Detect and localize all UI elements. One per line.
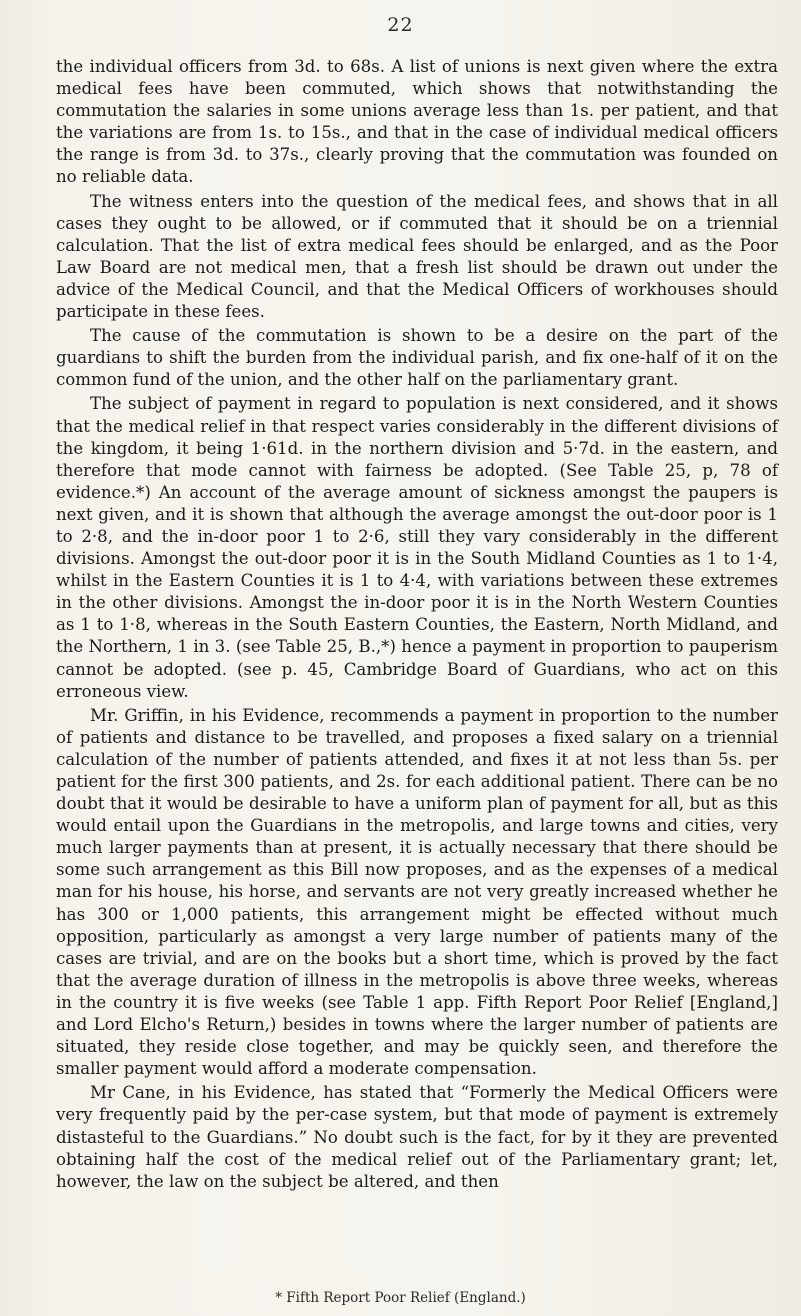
paragraph-cane-evidence: Mr Cane, in his Evidence, has stated that “Formerly the Medical Officers were very frequently paid by the per-case system, but that mode of payment is extremely distasteful to the Guardians.” No doubt such is the fact, for by it they are prevented obtaining half the cost of the medical relief out of the Parliamentary grant; let, however, the law on the subject be altered, and then [56, 1083, 778, 1191]
paragraph-griffin-evidence: Mr. Griffin, in his Evidence, recommends a payment in proportion to the number of patients and distance to be travelled, and proposes a fixed salary on a triennial calculation of the number of patients attended, and fixes it at not less than 5s. per patient for the first 300 patients, and 2s. for each additional patient. There can be no doubt that it would be desirable to have a uniform plan of payment for all, but as this would entail upon the Guardians in the metropolis, and large towns and cities, very much larger payments than at present, it is actually necessary that there should be some such arrangement as this Bill now proposes, and as the expenses of a medical man for his house, his horse, and servants are not very greatly increased whether he has 300 or 1,000 patients, this arrangement might be effected without much opposition, particularly as amongst a very large number of patients many of the cases are trivial, and are on the books but a short time, which is proved by the fact that the average duration of illness in the metropolis is above three weeks, whereas in the country it is five weeks (see Table 1 app. Fifth Report Poor Relief [England,] and Lord Elcho's Return,) besides in towns where the larger number of patients are situated, they reside close together, and may be quickly seen, and therefore the smaller payment would afford a moderate compensation. [56, 705, 778, 1079]
body-text [56, 56, 778, 1195]
paragraph-commutation-cause: The cause of the commutation is shown to be a desire on the part of the guardians to shift the burden from the individual parish, and fix one-half of it on the common fund of the union, and the other half on the parliamentary grant. [56, 326, 778, 390]
paragraph-population-payment: The subject of payment in regard to population is next considered, and it shows that the medical relief in that respect varies considerably in the different divisions of the kingdom, it being 1·61d. in the northern division and 5·7d. in the eastern, and therefore that mode cannot with fairness be adopted. (See Table 25, p, 78 of evidence.*) An account of the average amount of sickness amongst the paupers is next given, and it is shown that although the average amongst the out-door poor is 1 to 2·8, and the in-door poor 1 to 2·6, still they vary considerably in the different divisions. Amongst the out-door poor it is in the South Midland Counties as 1 to 1·4, whilst in the Eastern Counties it is 1 to 4·4, with variations between these extremes in the other divisions. Amongst the in-door poor it is in the North Western Counties as 1 to 1·8, whereas in the South Eastern Counties, the Eastern, North Midland, and the Northern, 1 in 3. (see Table 25, B.,*) hence a payment in proportion to pauperism cannot be adopted. (see p. 45, Cambridge Board of Guardians, who act on this erroneous view. [56, 394, 778, 701]
page-number: 22 [387, 14, 414, 36]
footnote: * Fifth Report Poor Relief (England.) [275, 1290, 526, 1306]
paragraph-continuation: the individual officers from 3d. to 68s. A list of unions is next given where the extra medical fees have been commuted, which shows that notwithstanding the commutation the salaries in some unions average less than 1s. per patient, and that the variations are from 1s. to 15s., and that in the case of individual medical officers the range is from 3d. to 37s., clearly proving that the commutation was founded on no reliable data. [56, 57, 778, 187]
paragraph-medical-fees: The witness enters into the question of the medical fees, and shows that in all cases they ought to be allowed, or if commuted that it should be on a triennial calculation. That the list of extra medical fees should be enlarged, and as the Poor Law Board are not medical men, that a fresh list should be drawn out under the advice of the Medical Council, and that the Medical Officers of workhouses should participate in these fees. [56, 191, 778, 322]
